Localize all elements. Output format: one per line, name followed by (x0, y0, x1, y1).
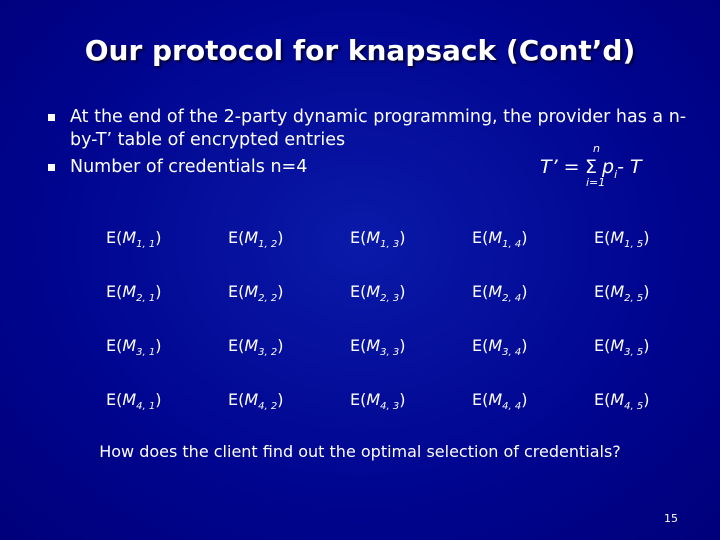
term-var: p (602, 156, 615, 178)
entry-var: M (366, 335, 381, 355)
entry-prefix: E( (472, 389, 489, 409)
entry-subscript: 4, 5 (624, 401, 644, 413)
encrypted-entries-table (92, 212, 702, 428)
entry-var: M (122, 335, 137, 355)
entry-prefix: E( (228, 227, 245, 247)
t-prime-formula (540, 140, 670, 190)
entry-suffix: ) (277, 389, 284, 409)
table-cell (336, 212, 458, 266)
entry-suffix: ) (399, 227, 406, 247)
sum-symbol: Σ (585, 156, 598, 178)
table-cell (336, 320, 458, 374)
entry-subscript: 2, 1 (136, 293, 156, 305)
encrypted-entry (472, 389, 528, 413)
table-row (92, 212, 702, 266)
entry-suffix: ) (643, 335, 650, 355)
entry-suffix: ) (399, 335, 406, 355)
encrypted-entry (106, 335, 162, 359)
entry-suffix: ) (277, 281, 284, 301)
encrypted-entry (472, 335, 528, 359)
entry-subscript: 1, 5 (624, 239, 644, 251)
entry-var: M (244, 227, 259, 247)
entry-prefix: E( (472, 227, 489, 247)
entry-prefix: E( (594, 389, 611, 409)
entry-subscript: 3, 4 (502, 347, 522, 359)
encrypted-entry (594, 227, 650, 251)
entry-var: M (244, 281, 259, 301)
table-row (92, 320, 702, 374)
entry-prefix: E( (228, 389, 245, 409)
table-cell (336, 374, 458, 428)
entry-subscript: 2, 5 (624, 293, 644, 305)
entry-prefix: E( (106, 335, 123, 355)
entry-prefix: E( (472, 281, 489, 301)
entry-subscript: 1, 1 (136, 239, 156, 251)
entry-subscript: 4, 4 (502, 401, 522, 413)
entry-subscript: 4, 3 (380, 401, 400, 413)
entry-subscript: 3, 5 (624, 347, 644, 359)
table-cell (458, 374, 580, 428)
entry-var: M (610, 281, 625, 301)
entry-prefix: E( (106, 227, 123, 247)
table-cell (214, 266, 336, 320)
table-cell (580, 266, 702, 320)
entry-var: M (488, 335, 503, 355)
entry-prefix: E( (472, 335, 489, 355)
entry-suffix: ) (399, 389, 406, 409)
square-bullet-icon (48, 164, 55, 171)
encrypted-entry (350, 335, 406, 359)
formula-lhs: T’ = (540, 156, 580, 178)
encrypted-entry (350, 389, 406, 413)
entry-subscript: 2, 2 (258, 293, 278, 305)
page-number: 15 (664, 512, 678, 525)
encrypted-entry (228, 335, 284, 359)
table-row (92, 266, 702, 320)
encrypted-entry (106, 227, 162, 251)
entry-suffix: ) (643, 281, 650, 301)
entry-prefix: E( (350, 389, 367, 409)
encrypted-entry (106, 389, 162, 413)
encrypted-entry (594, 281, 650, 305)
entry-subscript: 3, 2 (258, 347, 278, 359)
entry-var: M (122, 389, 137, 409)
table-cell (92, 320, 214, 374)
entry-var: M (122, 281, 137, 301)
sum-upper-limit: n (593, 142, 600, 155)
entry-suffix: ) (521, 227, 528, 247)
entry-prefix: E( (106, 281, 123, 301)
entry-subscript: 3, 3 (380, 347, 400, 359)
entry-suffix: ) (155, 281, 162, 301)
square-bullet-icon (48, 114, 55, 121)
entry-prefix: E( (228, 335, 245, 355)
table-row (92, 374, 702, 428)
entry-var: M (366, 389, 381, 409)
table-cell (92, 374, 214, 428)
entry-var: M (244, 335, 259, 355)
sum-lower-limit: i=1 (586, 176, 606, 189)
table-cell (336, 266, 458, 320)
table-cell (580, 320, 702, 374)
encrypted-entry (228, 389, 284, 413)
entry-suffix: ) (521, 281, 528, 301)
entry-prefix: E( (350, 335, 367, 355)
entry-prefix: E( (594, 281, 611, 301)
entry-subscript: 2, 4 (502, 293, 522, 305)
entry-var: M (610, 335, 625, 355)
entry-suffix: ) (521, 335, 528, 355)
entry-suffix: ) (277, 227, 284, 247)
encrypted-entry (350, 227, 406, 251)
entry-suffix: ) (155, 389, 162, 409)
encrypted-entry (472, 227, 528, 251)
entry-suffix: ) (155, 335, 162, 355)
table-cell (214, 320, 336, 374)
entry-var: M (610, 389, 625, 409)
table-cell (458, 320, 580, 374)
slide-title: Our protocol for knapsack (Cont’d) (84, 34, 636, 67)
entry-var: M (366, 227, 381, 247)
encrypted-entry (594, 335, 650, 359)
table-cell (92, 212, 214, 266)
table-cell (458, 266, 580, 320)
entry-suffix: ) (643, 389, 650, 409)
encrypted-entry (228, 227, 284, 251)
entry-subscript: 4, 1 (136, 401, 156, 413)
entry-var: M (122, 227, 137, 247)
entry-prefix: E( (350, 281, 367, 301)
entry-prefix: E( (594, 335, 611, 355)
entry-var: M (488, 227, 503, 247)
entry-subscript: 2, 3 (380, 293, 400, 305)
encrypted-entry (350, 281, 406, 305)
encrypted-entry (472, 281, 528, 305)
question-text: How does the client find out the optimal selection of credentials? (99, 442, 621, 461)
entry-prefix: E( (228, 281, 245, 301)
term-subscript: i (614, 167, 618, 181)
entry-var: M (488, 281, 503, 301)
table-cell (214, 212, 336, 266)
table-cell (580, 212, 702, 266)
table-cell (214, 374, 336, 428)
entry-subscript: 3, 1 (136, 347, 156, 359)
formula-term (602, 156, 642, 181)
entry-suffix: ) (399, 281, 406, 301)
table-cell (458, 212, 580, 266)
entry-suffix: ) (521, 389, 528, 409)
entry-subscript: 4, 2 (258, 401, 278, 413)
entry-suffix: ) (643, 227, 650, 247)
encrypted-entry (594, 389, 650, 413)
entry-prefix: E( (594, 227, 611, 247)
bullet-text: Number of credentials n=4 (70, 157, 308, 177)
entry-suffix: ) (277, 335, 284, 355)
table-cell (92, 266, 214, 320)
entry-var: M (610, 227, 625, 247)
entry-prefix: E( (106, 389, 123, 409)
formula-rhs: - T (617, 156, 642, 178)
entry-prefix: E( (350, 227, 367, 247)
entry-var: M (488, 389, 503, 409)
entry-subscript: 1, 2 (258, 239, 278, 251)
bullet-text: At the end of the 2-party dynamic programming, the provider has a n-by-T’ table of encrypted entries (70, 107, 687, 150)
entry-var: M (244, 389, 259, 409)
entry-suffix: ) (155, 227, 162, 247)
table-cell (580, 374, 702, 428)
entry-subscript: 1, 3 (380, 239, 400, 251)
encrypted-entry (228, 281, 284, 305)
entry-subscript: 1, 4 (502, 239, 522, 251)
entry-var: M (366, 281, 381, 301)
encrypted-entry (106, 281, 162, 305)
